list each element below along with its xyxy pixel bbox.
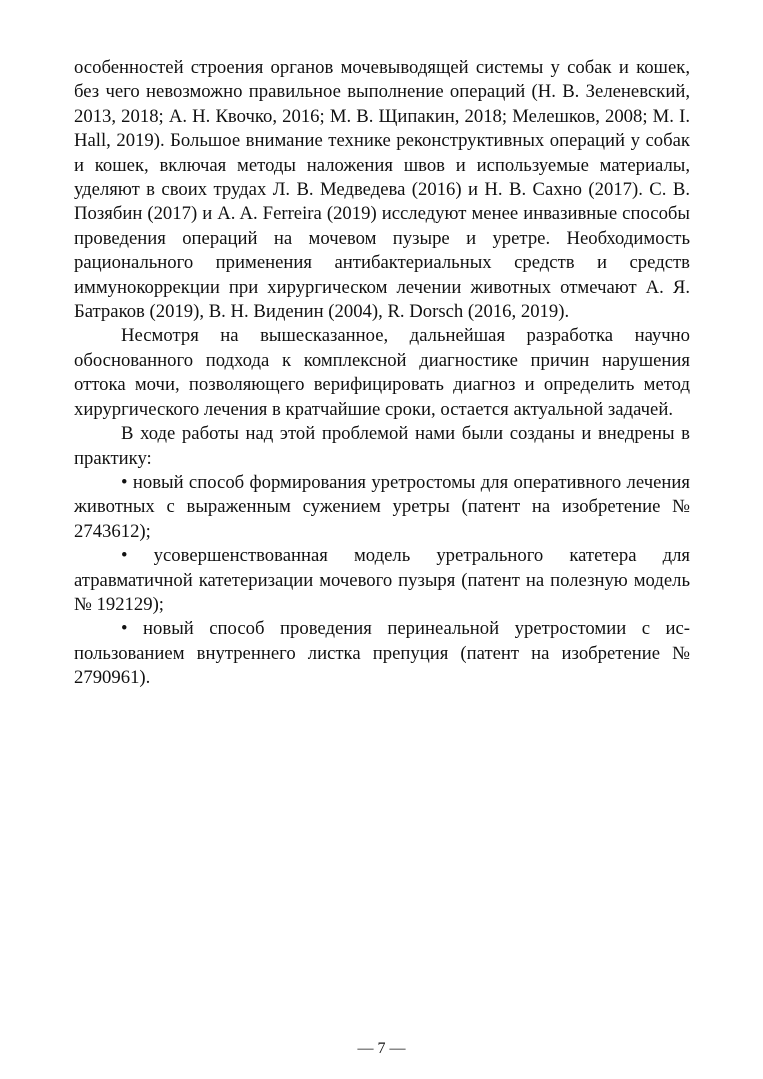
paragraph-continuation: особенностей строения органов мочевыводящей системы у собак и кошек, без чего невозможно правильное выполнение операций (Н. В. Зеленевский, 2013, 2018; А. Н. Квочко, 2016; М. В. Щипакин, 2018; Мелешков, 2008; M. I. Hall, 2019). Большое внимание технике реконструктивных операций у собак и кошек, включая методы наложения швов и используемые материалы, уделяют в своих трудах Л. В. Медведева (2016) и Н. В. Сахно (2017). С. В. Позябин (2017) и A. A. Ferreira (2019) исследуют менее инвазивные способы проведения операций на мочевом пузыре и уретре. Необходимость рационального применения антибактериальных средств и средств иммунокоррекции при хирургическом лечении животных отмечают А. Я. Батраков (2019), В. Н. Виденин (2004), R. Dorsch (2016, 2019). — [74, 57, 690, 323]
list-item-perineal-urethrostomy: • новый способ проведения перинеальной уретростомии с использованием внутреннего листка препуция (патент на изобретение № 2790961). — [74, 617, 690, 690]
list-item-urethrostomy-method: • новый способ формирования уретростомы для оперативного лечения животных с выраженным сужением уретры (патент на изобретение № 2743612); — [74, 471, 690, 544]
list-item-catheter-model: • усовершенствованная модель уретрального катетера для атравматичной катетеризации мочевого пузыря (патент на полезную модель № 192129); — [74, 544, 690, 617]
page-number: — 7 — — [357, 1040, 406, 1057]
paragraph-list-intro: В ходе работы над этой проблемой нами были созданы и внедрены в практику: — [74, 423, 690, 469]
paragraph-relevance: Несмотря на вышесказанное, дальнейшая разработка научно обоснованного подхода к комплексной диагностике причин нарушения оттока мочи, позволяющего верифицировать диагноз и определить метод хирургического лечения в кратчайшие сроки, остается актуальной задачей. — [74, 325, 690, 420]
document-body — [74, 56, 690, 691]
